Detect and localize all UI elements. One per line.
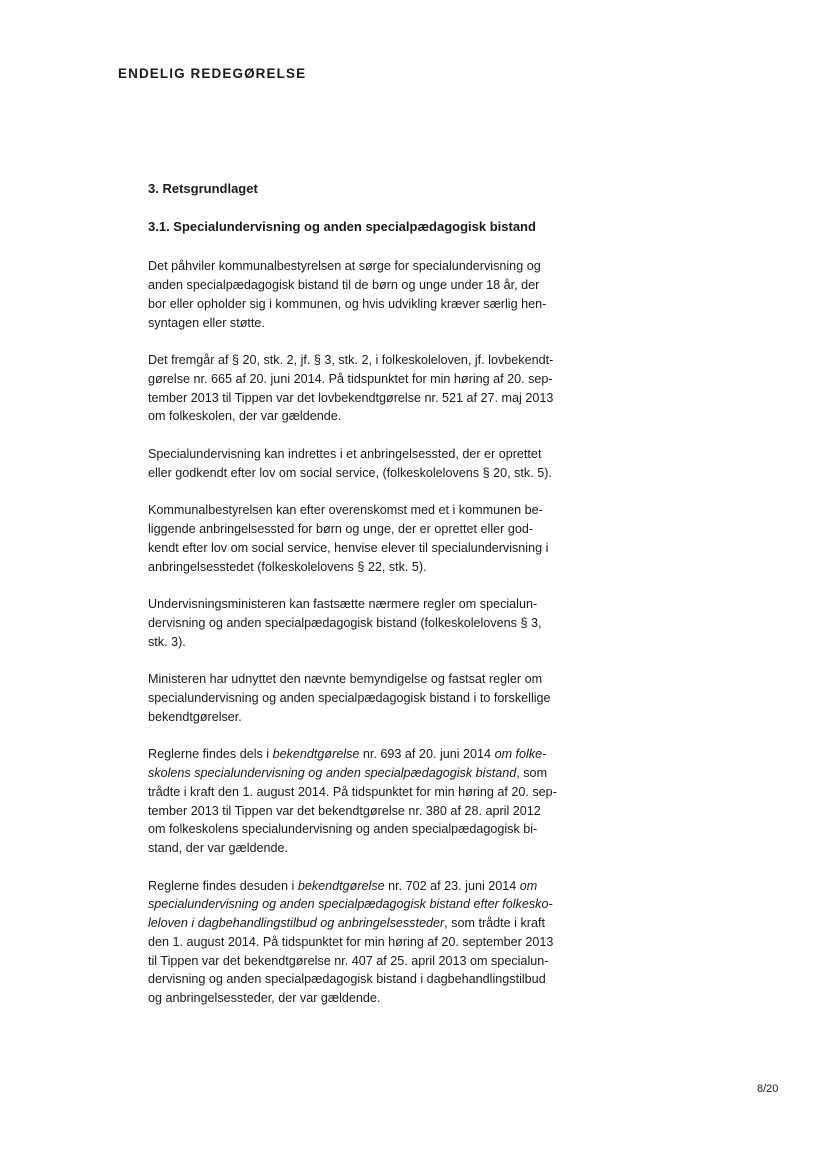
text-run: Undervisningsministeren kan fastsætte nærmere regler om specialun-	[148, 597, 538, 612]
paragraph-line	[148, 464, 588, 483]
paragraph-line	[148, 764, 588, 783]
text-run: trådte i kraft den 1. august 2014. På tidspunktet for min høring af 20. sep-	[148, 784, 557, 799]
text-run: anden specialpædagogisk bistand til de børn og unge under 18 år, der	[148, 278, 540, 293]
text-run: stk. 3).	[148, 634, 186, 649]
document-body	[148, 180, 588, 1027]
text-run: bekendtgørelser.	[148, 709, 242, 724]
paragraph-line	[148, 895, 588, 914]
paragraph-list	[148, 257, 588, 1007]
paragraph-line	[148, 670, 588, 689]
paragraph-line	[148, 501, 588, 520]
text-run: Reglerne findes desuden i	[148, 878, 298, 893]
body-paragraph	[148, 257, 588, 332]
text-run: om folkeskolen, der var gældende.	[148, 409, 342, 424]
paragraph-line	[148, 314, 588, 333]
text-run: Det fremgår af § 20, stk. 2, jf. § 3, stk. 2, i folkeskoleloven, jf. lovbekendt-	[148, 353, 554, 368]
paragraph-line	[148, 445, 588, 464]
text-run: dervisning og anden specialpædagogisk bistand (folkeskolelovens § 3,	[148, 615, 542, 630]
subsection-heading: 3.1. Specialundervisning og anden specialpædagogisk bistand	[148, 218, 536, 234]
text-run: Reglerne findes dels i	[148, 747, 273, 762]
paragraph-line	[148, 914, 588, 933]
italic-text-run: bekendtgørelse	[297, 878, 385, 893]
text-run: syntagen eller støtte.	[148, 315, 265, 330]
text-run: , som	[516, 766, 548, 781]
body-paragraph	[148, 595, 588, 651]
paragraph-line	[148, 989, 588, 1008]
italic-text-run: specialundervisning og anden specialpædagogisk bistand efter folkesko-	[148, 897, 553, 912]
paragraph-line	[148, 539, 588, 558]
text-run: stand, der var gældende.	[148, 840, 289, 855]
text-run: specialundervisning og anden specialpædagogisk bistand i to forskellige	[148, 691, 551, 706]
text-run: den 1. august 2014. På tidspunktet for min høring af 20. september 2013	[148, 934, 554, 949]
paragraph-line	[148, 614, 588, 633]
body-paragraph	[148, 501, 588, 576]
text-run: dervisning og anden specialpædagogisk bistand i dagbehandlingstilbud	[148, 972, 546, 987]
paragraph-line	[148, 257, 588, 276]
paragraph-line	[148, 295, 588, 314]
text-run: nr. 702 af 23. juni 2014	[384, 878, 520, 893]
body-paragraph	[148, 445, 588, 482]
text-run: liggende anbringelsessted for børn og unge, der er oprettet eller god-	[148, 522, 534, 537]
text-run: kendt efter lov om social service, henvise elever til specialundervisning i	[148, 540, 549, 555]
paragraph-line	[148, 802, 588, 821]
page-number: 8/20	[757, 1083, 779, 1095]
italic-text-run: skolens specialundervisning og anden specialpædagogisk bistand	[148, 766, 517, 781]
text-run: tember 2013 til Tippen var det bekendtgørelse nr. 380 af 28. april 2012	[148, 803, 541, 818]
paragraph-line	[148, 520, 588, 539]
paragraph-line	[148, 820, 588, 839]
text-run: anbringelsesstedet (folkeskolelovens § 22, stk. 5).	[148, 559, 427, 574]
text-run: Kommunalbestyrelsen kan efter overenskomst med et i kommunen be-	[148, 503, 543, 518]
paragraph-line	[148, 933, 588, 952]
paragraph-line	[148, 595, 588, 614]
text-run: tember 2013 til Tippen var det lovbekendtgørelse nr. 521 af 27. maj 2013	[148, 390, 554, 405]
paragraph-line	[148, 708, 588, 727]
paragraph-line	[148, 407, 588, 426]
paragraph-line	[148, 370, 588, 389]
text-run: til Tippen var det bekendtgørelse nr. 407 af 25. april 2013 om specialun-	[148, 953, 549, 968]
body-paragraph	[148, 670, 588, 726]
text-run: og anbringelsessteder, der var gældende.	[148, 990, 381, 1005]
text-run: Specialundervisning kan indrettes i et anbringelsessted, der er oprettet	[148, 447, 542, 462]
paragraph-line	[148, 839, 588, 858]
document-header-title: ENDELIG REDEGØRELSE	[118, 66, 307, 81]
paragraph-line	[148, 351, 588, 370]
body-paragraph	[148, 877, 588, 1008]
paragraph-line	[148, 389, 588, 408]
paragraph-line	[148, 633, 588, 652]
body-paragraph	[148, 351, 588, 426]
paragraph-line	[148, 745, 588, 764]
paragraph-line	[148, 276, 588, 295]
italic-text-run: om folke-	[494, 747, 547, 762]
paragraph-line	[148, 783, 588, 802]
italic-text-run: bekendtgørelse	[272, 747, 360, 762]
text-run: bor eller opholder sig i kommunen, og hvis udvikling kræver særlig hen-	[148, 296, 547, 311]
section-heading: 3. Retsgrundlaget	[148, 181, 258, 196]
paragraph-line	[148, 558, 588, 577]
italic-text-run: leloven i dagbehandlingstilbud og anbringelsessteder	[148, 916, 445, 931]
body-paragraph	[148, 745, 588, 857]
text-run: Ministeren har udnyttet den nævnte bemyndigelse og fastsat regler om	[148, 672, 543, 687]
text-run: om folkeskolens specialundervisning og anden specialpædagogisk bi-	[148, 822, 538, 837]
text-run: eller godkendt efter lov om social service, (folkeskolelovens § 20, stk. 5).	[148, 465, 552, 480]
text-run: gørelse nr. 665 af 20. juni 2014. På tidspunktet for min høring af 20. sep-	[148, 371, 553, 386]
paragraph-line	[148, 952, 588, 971]
italic-text-run: om	[519, 878, 538, 893]
paragraph-line	[148, 877, 588, 896]
text-run: Det påhviler kommunalbestyrelsen at sørge for specialundervisning og	[148, 259, 541, 274]
text-run: nr. 693 af 20. juni 2014	[359, 747, 495, 762]
text-run: , som trådte i kraft	[444, 916, 545, 931]
paragraph-line	[148, 689, 588, 708]
paragraph-line	[148, 970, 588, 989]
